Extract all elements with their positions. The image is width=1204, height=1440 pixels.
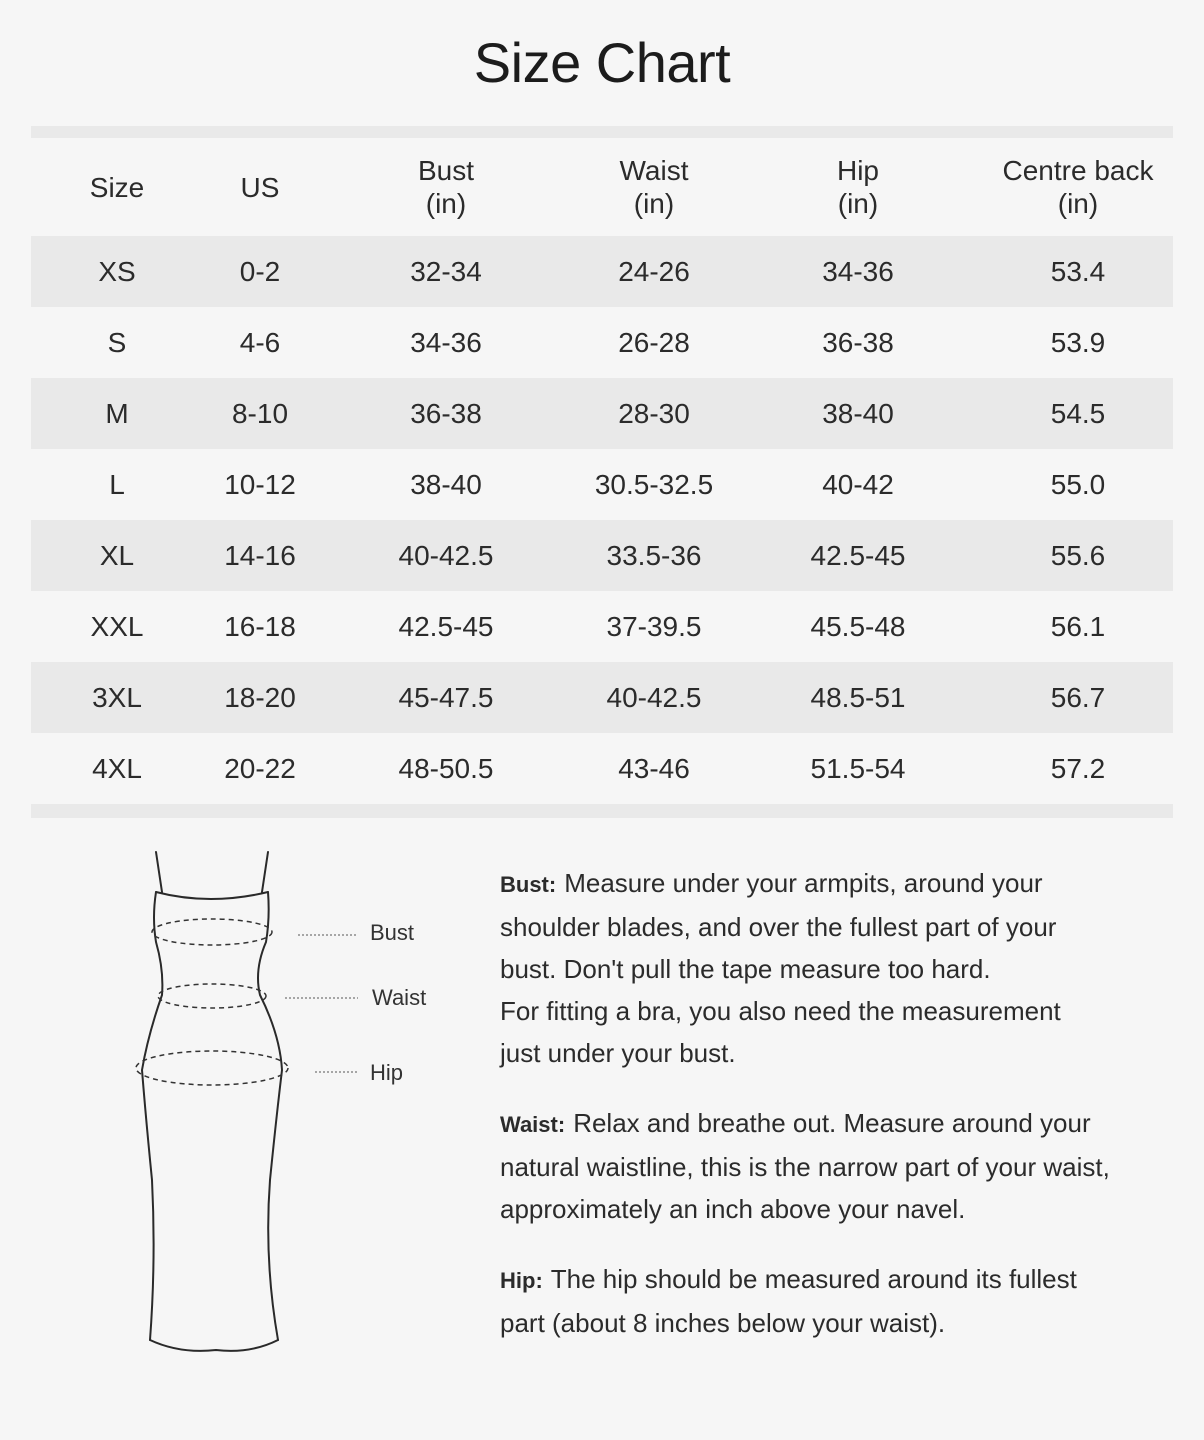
column-header-unit: (in) [633, 188, 675, 219]
dress-measurement-figure [120, 840, 460, 1370]
table-cell: 14-16 [203, 520, 317, 591]
column-header-label: US [240, 171, 280, 203]
table-cell: 51.5-54 [733, 733, 983, 804]
table-cell: 4-6 [203, 307, 317, 378]
waist-guide-label: Waist: [500, 1112, 566, 1137]
table-cell: 43-46 [575, 733, 733, 804]
table-cell: 34-36 [733, 236, 983, 307]
column-header [983, 138, 1173, 236]
table-cell: 45.5-48 [733, 591, 983, 662]
table-row [31, 662, 1173, 733]
bust-guide-line: Measure under your armpits, around your [564, 868, 1043, 898]
bust-guide-line: For fitting a bra, you also need the measurement [500, 996, 1061, 1026]
column-header-unit: (in) [1057, 188, 1099, 219]
waist-guide-line: approximately an inch above your navel. [500, 1194, 966, 1224]
table-cell: 42.5-45 [733, 520, 983, 591]
hip-guide [500, 1258, 1160, 1344]
table-cell: 20-22 [203, 733, 317, 804]
waist-measure-ellipse [158, 984, 266, 1008]
column-header [203, 138, 317, 236]
table-cell: M [31, 378, 203, 449]
table-cell: 34-36 [317, 307, 575, 378]
table-cell: 3XL [31, 662, 203, 733]
column-header-label: Hip [836, 155, 879, 186]
table-cell: XL [31, 520, 203, 591]
bust-guide-line: just under your bust. [500, 1038, 736, 1068]
table-cell: 40-42.5 [317, 520, 575, 591]
table-top-band [31, 126, 1173, 138]
column-header [733, 138, 983, 236]
table-cell: 4XL [31, 733, 203, 804]
column-header-unit: (in) [837, 188, 879, 219]
table-cell: 37-39.5 [575, 591, 733, 662]
table-cell: 48.5-51 [733, 662, 983, 733]
bust-guide-label: Bust: [500, 872, 557, 897]
table-cell: 54.5 [983, 378, 1173, 449]
table-row [31, 449, 1173, 520]
table-cell: XXL [31, 591, 203, 662]
table-cell: 55.0 [983, 449, 1173, 520]
bust-guide-line: bust. Don't pull the tape measure too hard. [500, 954, 991, 984]
table-body [31, 236, 1173, 804]
table-cell: 24-26 [575, 236, 733, 307]
table-cell: L [31, 449, 203, 520]
table-row [31, 733, 1173, 804]
table-cell: 38-40 [317, 449, 575, 520]
table-cell: 33.5-36 [575, 520, 733, 591]
column-header [31, 138, 203, 236]
table-cell: 18-20 [203, 662, 317, 733]
bust-figure-label: Bust [370, 920, 415, 945]
table-cell: 56.7 [983, 662, 1173, 733]
bust-guide [500, 862, 1160, 1074]
table-row [31, 378, 1173, 449]
size-table-container [31, 126, 1173, 818]
table-cell: 40-42.5 [575, 662, 733, 733]
column-header-unit: (in) [425, 188, 467, 219]
table-cell: 56.1 [983, 591, 1173, 662]
table-cell: 55.6 [983, 520, 1173, 591]
page-title: Size Chart [473, 31, 731, 94]
table-row [31, 307, 1173, 378]
column-header-label: Size [89, 171, 145, 203]
table-cell: 48-50.5 [317, 733, 575, 804]
table-cell: 30.5-32.5 [575, 449, 733, 520]
hip-measure-ellipse [136, 1051, 288, 1085]
table-cell: S [31, 307, 203, 378]
table-cell: 10-12 [203, 449, 317, 520]
table-cell: 53.4 [983, 236, 1173, 307]
table-cell: 36-38 [317, 378, 575, 449]
table-cell: 26-28 [575, 307, 733, 378]
table-cell: 0-2 [203, 236, 317, 307]
table-cell: 40-42 [733, 449, 983, 520]
table-cell: 42.5-45 [317, 591, 575, 662]
column-header [317, 138, 575, 236]
waist-guide-line: Relax and breathe out. Measure around your [573, 1108, 1091, 1138]
table-cell: 45-47.5 [317, 662, 575, 733]
waist-guide-line: natural waistline, this is the narrow part of your waist, [500, 1152, 1110, 1182]
table-header [31, 138, 1173, 236]
table-cell: 36-38 [733, 307, 983, 378]
hip-guide-label: Hip: [500, 1268, 543, 1293]
hip-guide-line: The hip should be measured around its fullest [550, 1264, 1077, 1294]
table-cell: 53.9 [983, 307, 1173, 378]
hip-figure-label: Hip [370, 1060, 404, 1085]
column-header-label: Waist [619, 155, 689, 186]
size-table [31, 138, 1173, 804]
table-cell: 8-10 [203, 378, 317, 449]
table-bottom-band [31, 804, 1173, 818]
column-header [575, 138, 733, 236]
table-cell: XS [31, 236, 203, 307]
bust-measure-ellipse [152, 919, 272, 945]
table-row [31, 520, 1173, 591]
table-row [31, 236, 1173, 307]
table-cell: 38-40 [733, 378, 983, 449]
table-cell: 28-30 [575, 378, 733, 449]
waist-guide [500, 1102, 1160, 1230]
column-header-label: Bust [417, 155, 475, 186]
hip-guide-line: part (about 8 inches below your waist). [500, 1308, 946, 1338]
column-header-label: Centre back [1002, 155, 1154, 186]
table-cell: 16-18 [203, 591, 317, 662]
table-row [31, 591, 1173, 662]
waist-figure-label: Waist [372, 985, 427, 1010]
table-cell: 57.2 [983, 733, 1173, 804]
bust-guide-line: shoulder blades, and over the fullest part of your [500, 912, 1057, 942]
table-cell: 32-34 [317, 236, 575, 307]
